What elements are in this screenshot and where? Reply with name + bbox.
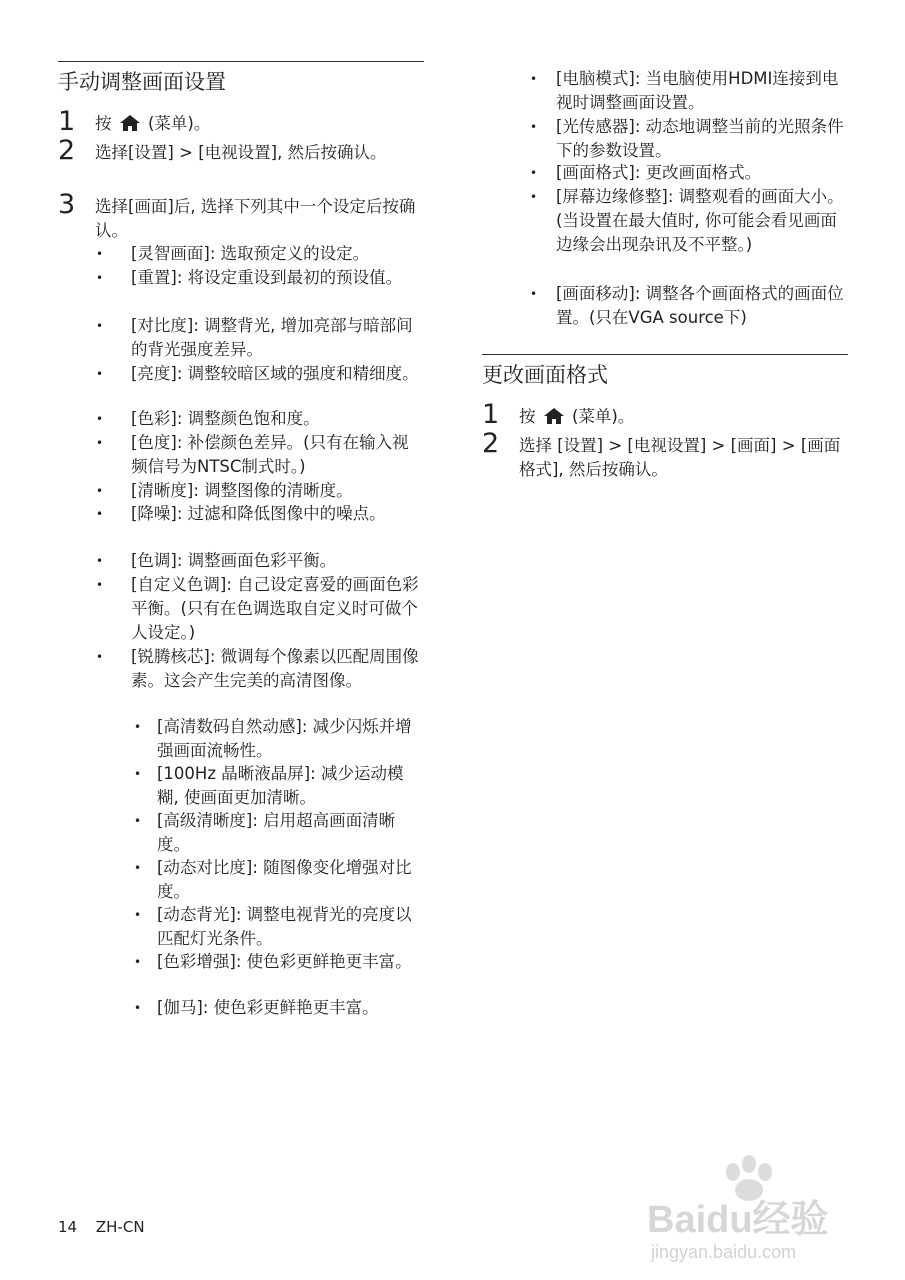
step-number: 2 (58, 135, 76, 166)
bullet-icon: • (530, 120, 538, 134)
watermark-brand: Baidu经验 (647, 1199, 829, 1241)
bullet-icon: • (530, 166, 538, 180)
list-item: • [色度]: 补偿颜色差异。(只有在输入视频信号为NTSC制式时。) (96, 433, 409, 476)
watermark-url: jingyan.baidu.com (651, 1242, 797, 1262)
section-title: 更改画面格式 (482, 363, 608, 387)
step-1 (482, 399, 848, 430)
list-item: • [清晰度]: 调整图像的清晰度。 (58, 479, 424, 503)
list-item: • [锐腾核芯]: 微调每个像素以匹配周围像素。这会产生完美的高清图像。 (96, 647, 419, 690)
language-code: ZH-CN (95, 1218, 145, 1236)
list-item: • [自定义色调]: 自己设定喜爱的画面色彩平衡。(只有在色调选取自定义时可做个人设定。) (96, 575, 419, 642)
bullet-icon: • (96, 412, 104, 426)
step-number: 1 (482, 399, 500, 430)
bullet-icon: • (96, 484, 104, 498)
section-rule (58, 61, 424, 62)
list-item: • [灵智画面]: 选取预定义的设定。 (58, 242, 424, 266)
step-text: (菜单)。 (572, 407, 635, 426)
step-1 (58, 106, 424, 137)
list-item: • [重置]: 将设定重设到最初的预设值。 (58, 266, 424, 290)
bullet-icon: • (134, 1001, 142, 1015)
step-number: 2 (482, 428, 500, 459)
page-number: 14 (58, 1218, 78, 1236)
list-item: • [画面移动]: 调整各个画面格式的画面位置。(只在VGA source下) (530, 284, 844, 327)
sub-list-item: • [伽马]: 使色彩更鲜艳更丰富。 (58, 996, 424, 1020)
list-item: • [画面格式]: 更改画面格式。 (482, 161, 848, 185)
sub-list-item: • [动态背光]: 调整电视背光的亮度以匹配灯光条件。 (134, 905, 412, 948)
bullet-icon: • (134, 767, 142, 781)
sub-list-item: • [色彩增强]: 使色彩更鲜艳更丰富。 (58, 950, 424, 974)
step-2 (482, 428, 848, 482)
step-text: (菜单)。 (148, 114, 211, 133)
bullet-icon: • (96, 578, 104, 592)
list-item: • [电脑模式]: 当电脑使用HDMI连接到电视时调整画面设置。 (530, 69, 839, 112)
bullet-icon: • (134, 908, 142, 922)
list-item: • [亮度]: 调整较暗区域的强度和精细度。 (58, 362, 424, 386)
step-text: 选择[画面]后, 选择下列其中一个设定后按确认。 (95, 197, 416, 240)
section-rule (482, 354, 848, 355)
sub-list-item: • [高级清晰度]: 启用超高画面清晰度。 (134, 811, 396, 854)
step-number: 1 (58, 106, 76, 137)
bullet-icon: • (96, 247, 104, 261)
home-icon (120, 115, 140, 131)
step-text: 选择[设置] > [电视设置], 然后按确认。 (95, 143, 387, 162)
bullet-icon: • (134, 861, 142, 875)
step-3 (58, 189, 424, 243)
sub-list-item: • [100Hz 晶晰液晶屏]: 减少运动模糊, 使画面更加清晰。 (134, 764, 404, 807)
step-text: 按 (95, 114, 112, 133)
bullet-icon: • (96, 554, 104, 568)
list-item: • [光传感器]: 动态地调整当前的光照条件下的参数设置。 (530, 117, 844, 160)
home-icon (544, 408, 564, 424)
bullet-icon: • (96, 650, 104, 664)
baidu-watermark-logo (645, 1150, 865, 1270)
bullet-icon: • (96, 436, 104, 450)
step-text: 选择 [设置] > [电视设置] > [画面] > [画面格式], 然后按确认。 (519, 436, 841, 479)
bullet-icon: • (134, 720, 142, 734)
bullet-icon: • (134, 814, 142, 828)
sub-list-item: • [高清数码自然动感]: 减少闪烁并增强画面流畅性。 (134, 717, 412, 760)
bullet-icon: • (530, 190, 538, 204)
bullet-icon: • (96, 271, 104, 285)
list-item: • [降噪]: 过滤和降低图像中的噪点。 (58, 502, 424, 526)
list-item: • [色彩]: 调整颜色饱和度。 (58, 407, 424, 431)
step-text: 按 (519, 407, 536, 426)
bullet-icon: • (134, 955, 142, 969)
page-footer (58, 1218, 159, 1236)
bullet-icon: • (96, 319, 104, 333)
list-item: • [屏幕边缘修整]: 调整观看的画面大小。(当设置在最大值时, 你可能会看见画面边缘会出现杂讯及不平整。) (530, 187, 844, 254)
bullet-icon: • (96, 507, 104, 521)
list-item: • [对比度]: 调整背光, 增加亮部与暗部间的背光强度差异。 (96, 316, 413, 359)
bullet-icon: • (96, 367, 104, 381)
paw-icon (726, 1155, 772, 1201)
bullet-icon: • (530, 72, 538, 86)
section-title: 手动调整画面设置 (58, 70, 226, 94)
list-item: • [色调]: 调整画面色彩平衡。 (58, 549, 424, 573)
step-2 (58, 135, 424, 166)
bullet-icon: • (530, 287, 538, 301)
step-number: 3 (58, 189, 76, 220)
sub-list-item: • [动态对比度]: 随图像变化增强对比度。 (134, 858, 412, 901)
